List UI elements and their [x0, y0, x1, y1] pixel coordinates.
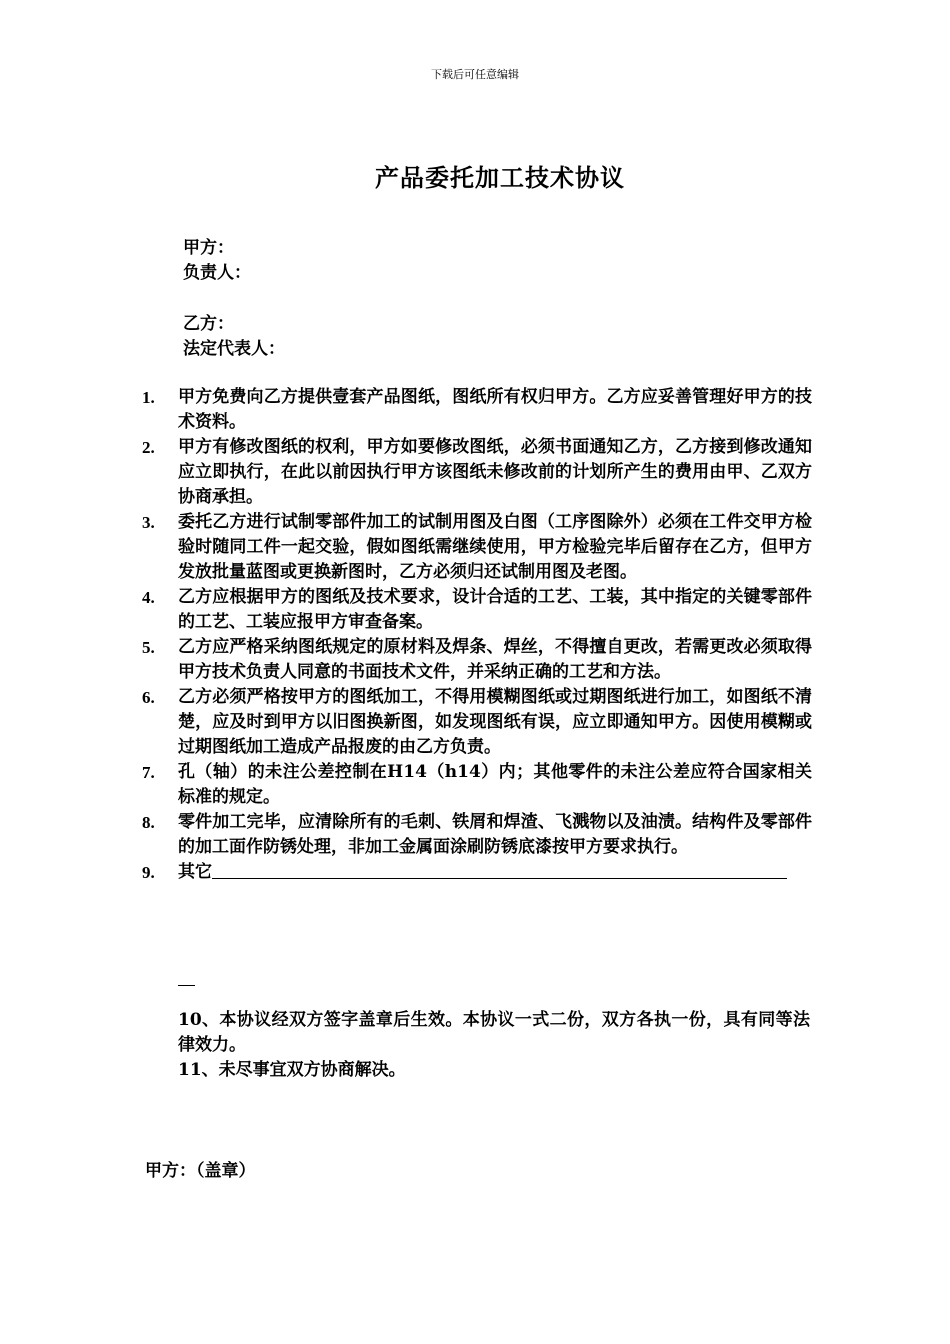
clause-text: 委托乙方进行试制零部件加工的试制用图及白图（工序图除外）必须在工件交甲方检验时随同工件一起交验，假如图纸需继续使用，甲方检验完毕后留存在乙方，但甲方发放批量蓝图或更换新图时，乙方必须归还试制用图及老图。	[178, 512, 812, 582]
clause-11: 11、未尽事宜双方协商解决。	[178, 1060, 406, 1080]
clause-item	[142, 760, 812, 810]
party-a-block	[183, 236, 251, 286]
clause-number: 3.	[142, 513, 155, 532]
blank-line-continuation	[178, 985, 195, 986]
clause-item	[142, 585, 812, 635]
header-note: 下载后可任意编辑	[431, 68, 519, 81]
clause-item	[142, 385, 812, 435]
party-a-rep-label: 负责人：	[183, 263, 251, 283]
fill-in-blank-line	[212, 860, 787, 879]
clause-text: 甲方有修改图纸的权利，甲方如要修改图纸，必须书面通知乙方，乙方接到修改通知应立即执行，在此以前因执行甲方该图纸未修改前的计划所产生的费用由甲、乙双方协商承担。	[178, 437, 812, 507]
document-title: 产品委托加工技术协议	[375, 164, 625, 192]
clause-item	[142, 635, 812, 685]
clause-text: 乙方应根据甲方的图纸及技术要求，设计合适的工艺、工装，其中指定的关键零部件的工艺、工装应报甲方审查备案。	[178, 587, 812, 632]
party-b-label: 乙方：	[183, 314, 234, 334]
clause-text: 乙方应严格采纳图纸规定的原材料及焊条、焊丝，不得擅自更改，若需更改必须取得甲方技术负责人同意的书面技术文件，并采纳正确的工艺和方法。	[178, 637, 812, 682]
clause-text: 孔（轴）的未注公差控制在H14（h14）内；其他零件的未注公差应符合国家相关标准的规定。	[178, 762, 812, 807]
clause-text: 其它	[178, 862, 212, 882]
clause-number: 8.	[142, 813, 155, 832]
clause-list	[142, 385, 812, 885]
clause-number: 1.	[142, 388, 155, 407]
clause-item	[142, 435, 812, 510]
clause-text: 甲方免费向乙方提供壹套产品图纸，图纸所有权归甲方。乙方应妥善管理好甲方的技术资料。	[178, 387, 812, 432]
party-b-block	[183, 312, 285, 362]
clause-number: 7.	[142, 763, 155, 782]
clause-number: 9.	[142, 863, 155, 882]
clause-number: 6.	[142, 688, 155, 707]
clause-text: 零件加工完毕，应清除所有的毛刺、铁屑和焊渣、飞溅物以及油渍。结构件及零部件的加工面作防锈处理，非加工金属面涂刷防锈底漆按甲方要求执行。	[178, 812, 812, 857]
clause-number: 4.	[142, 588, 155, 607]
clause-item-other	[142, 860, 812, 885]
clause-text: 乙方必须严格按甲方的图纸加工，不得用模糊图纸或过期图纸进行加工，如图纸不清楚，应及时到甲方以旧图换新图，如发现图纸有误，应立即通知甲方。因使用模糊或过期图纸加工造成产品报废的由乙方负责。	[178, 687, 812, 757]
clause-item	[142, 685, 812, 760]
party-b-rep-label: 法定代表人：	[183, 339, 285, 359]
clause-10: 10、本协议经双方签字盖章后生效。本协议一式二份，双方各执一份，具有同等法律效力。	[178, 1010, 810, 1055]
clause-item	[142, 810, 812, 860]
party-a-label: 甲方：	[183, 238, 234, 258]
clause-number: 5.	[142, 638, 155, 657]
clause-item	[142, 510, 812, 585]
party-a-seal-line: 甲方：（盖章）	[145, 1161, 256, 1181]
clause-number: 2.	[142, 438, 155, 457]
